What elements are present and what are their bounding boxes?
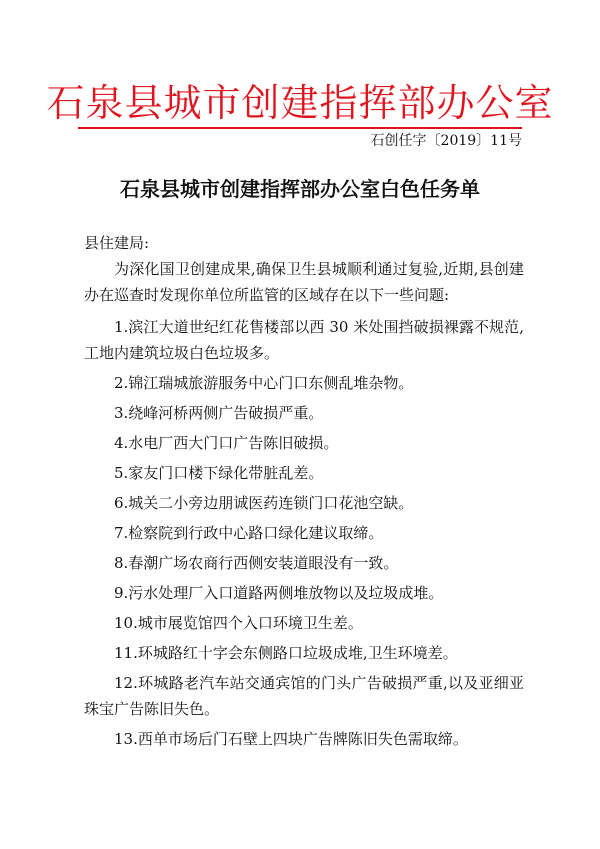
list-item: 10.城市展览馆四个入口环境卫生差。 — [114, 614, 363, 632]
issuing-organization-header: 石泉县城市创建指挥部办公室 — [46, 81, 554, 125]
intro-paragraph: 为深化国卫创建成果,确保卫生县城顺利通过复验,近期,县创建办在巡查时发现你单位所监管的区域存在以下一些问题: — [84, 260, 524, 304]
red-header-divider — [78, 127, 522, 129]
list-item: 8.春潮广场农商行西侧安装道眼没有一致。 — [114, 554, 399, 572]
list-item: 5.家友门口楼下绿化带脏乱差。 — [114, 464, 324, 482]
list-item: 11.环城路红十字会东侧路口垃圾成堆,卫生环境差。 — [114, 644, 458, 662]
list-item: 1.滨江大道世纪红花售楼部以西 30 米处围挡破损裸露不规范,工地内建筑垃圾白色垃圾多。 — [84, 318, 524, 362]
salutation: 县住建局: — [84, 234, 150, 252]
list-item: 3.绕峰河桥两侧广告破损严重。 — [114, 404, 324, 422]
document-title: 石泉县城市创建指挥部办公室白色任务单 — [120, 177, 480, 201]
list-item: 13.西单市场后门石壁上四块广告牌陈旧失色需取缔。 — [114, 730, 468, 748]
list-item: 12.环城路老汽车站交通宾馆的门头广告破损严重,以及亚细亚珠宝广告陈旧失色。 — [84, 674, 524, 718]
list-item: 9.污水处理厂入口道路两侧堆放物以及垃圾成堆。 — [114, 584, 444, 602]
list-item: 6.城关二小旁边朋诚医药连锁门口花池空缺。 — [114, 494, 414, 512]
issue-list — [84, 314, 524, 752]
document-body — [84, 230, 524, 756]
list-item: 7.检察院到行政中心路口绿化建议取缔。 — [114, 524, 384, 542]
document-number: 石创任字〔2019〕11号 — [370, 133, 522, 149]
list-item: 4.水电厂西大门口广告陈旧破损。 — [114, 434, 339, 452]
list-item: 2.锦江瑞城旅游服务中心门口东侧乱堆杂物。 — [114, 374, 414, 392]
